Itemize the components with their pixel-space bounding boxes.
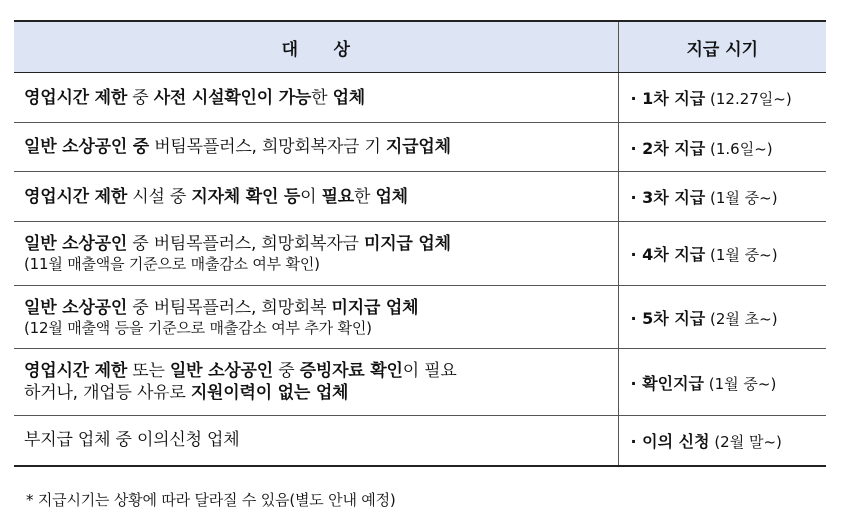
payment-round: 확인지급	[642, 373, 704, 393]
table-row	[14, 222, 826, 286]
target-cell	[14, 172, 618, 222]
header-timing: 지급 시기	[618, 21, 826, 73]
target-cell	[14, 73, 618, 123]
target-subnote: (11월 매출액을 기준으로 매출감소 여부 확인)	[24, 255, 320, 273]
target-subnote: (12월 매출액 등을 기준으로 매출감소 여부 추가 확인)	[24, 318, 372, 337]
text-segment: 버팀목플러스, 희망회복자금 기	[149, 137, 386, 157]
bold-segment: 지자체 확인 등	[191, 186, 301, 207]
payment-date: (1월 중~)	[705, 246, 778, 264]
bullet: ·	[630, 188, 643, 207]
target-text	[24, 87, 608, 109]
payment-round: 1차 지급	[642, 89, 706, 108]
target-text	[24, 136, 608, 158]
bold-segment: 일반 소상공인	[24, 234, 128, 254]
bullet: ·	[630, 308, 643, 328]
bold-segment: 지원이력이 없는 업체	[190, 383, 349, 403]
payment-date: (1.6일~)	[705, 139, 773, 158]
payment-round: 이의 신청	[642, 431, 710, 451]
bullet: ·	[630, 245, 643, 264]
target-text	[24, 429, 608, 451]
table-header-row	[14, 21, 826, 73]
target-cell	[14, 416, 618, 466]
payment-round: 3차 지급	[642, 188, 706, 207]
footnote: * 지급시기는 상황에 따라 달라질 수 있음(별도 안내 예정)	[26, 491, 396, 509]
bold-segment: 사전 시설확인이 가능	[153, 87, 312, 108]
text-segment: 부지급 업체 중 이의신청 업체	[24, 430, 240, 451]
payment-date: (2월 초~)	[705, 309, 778, 328]
bold-segment: 업체	[332, 87, 366, 108]
timing-cell	[618, 286, 826, 349]
text-segment: 한	[354, 186, 376, 207]
bold-segment: 증빙자료 확인	[299, 361, 403, 381]
text-segment: 하거나, 개업등 사유로	[24, 383, 191, 403]
bold-segment: 일반 소상공인	[24, 297, 128, 318]
bold-segment: 영업시간 제한	[24, 186, 128, 207]
table-row	[14, 286, 826, 349]
bold-segment: 일반 소상공인 중	[24, 137, 149, 157]
timing-cell	[618, 222, 826, 286]
payment-round: 2차 지급	[642, 138, 706, 158]
text-segment: 또는	[127, 361, 170, 381]
text-segment: 시설 중	[127, 186, 192, 207]
text-segment: 이	[300, 186, 322, 207]
text-segment: 중 버팀목플러스, 희망회복자금	[127, 234, 364, 254]
timing-cell	[618, 73, 826, 123]
bold-segment: 업체	[375, 186, 408, 207]
bold-segment: 영업시간 제한	[24, 87, 128, 108]
bold-segment: 미지급 업체	[331, 297, 419, 318]
payment-date: (1월 중~)	[703, 374, 777, 393]
text-segment: 중	[127, 87, 154, 108]
text-segment: 중 버팀목플러스, 희망회복	[127, 297, 332, 318]
timing-cell	[618, 123, 826, 172]
target-text	[24, 360, 608, 404]
payment-schedule-table	[14, 20, 826, 467]
text-segment: 이 필요	[402, 361, 457, 381]
bold-segment: 필요	[321, 186, 355, 207]
payment-date: (12.27일~)	[705, 90, 792, 108]
target-cell	[14, 123, 618, 172]
timing-cell	[618, 172, 826, 222]
bullet: ·	[630, 138, 643, 158]
table-row	[14, 349, 826, 416]
bold-segment: 일반 소상공인	[169, 361, 273, 381]
target-text	[24, 233, 608, 255]
bullet: ·	[630, 431, 643, 451]
target-text	[24, 297, 608, 319]
target-cell	[14, 286, 618, 349]
timing-cell	[618, 416, 826, 466]
payment-date: (2월 말~)	[709, 432, 782, 451]
table-row	[14, 123, 826, 172]
header-target: 대 상	[14, 21, 618, 73]
text-segment: 한	[311, 87, 333, 108]
table-row	[14, 73, 826, 123]
bold-segment: 지급업체	[385, 137, 451, 157]
table-body	[14, 73, 826, 466]
text-segment: 중	[272, 361, 300, 381]
bold-segment: 미지급 업체	[363, 234, 451, 254]
bold-segment: 영업시간 제한	[24, 361, 128, 381]
timing-cell	[618, 349, 826, 416]
bullet: ·	[630, 89, 643, 108]
table-row	[14, 416, 826, 466]
table-row	[14, 172, 826, 222]
target-cell	[14, 222, 618, 286]
bullet: ·	[630, 373, 643, 393]
target-text	[24, 186, 608, 208]
payment-date: (1월 중~)	[705, 189, 778, 207]
target-cell	[14, 349, 618, 416]
payment-round: 4차 지급	[642, 245, 706, 264]
payment-round: 5차 지급	[642, 308, 706, 328]
